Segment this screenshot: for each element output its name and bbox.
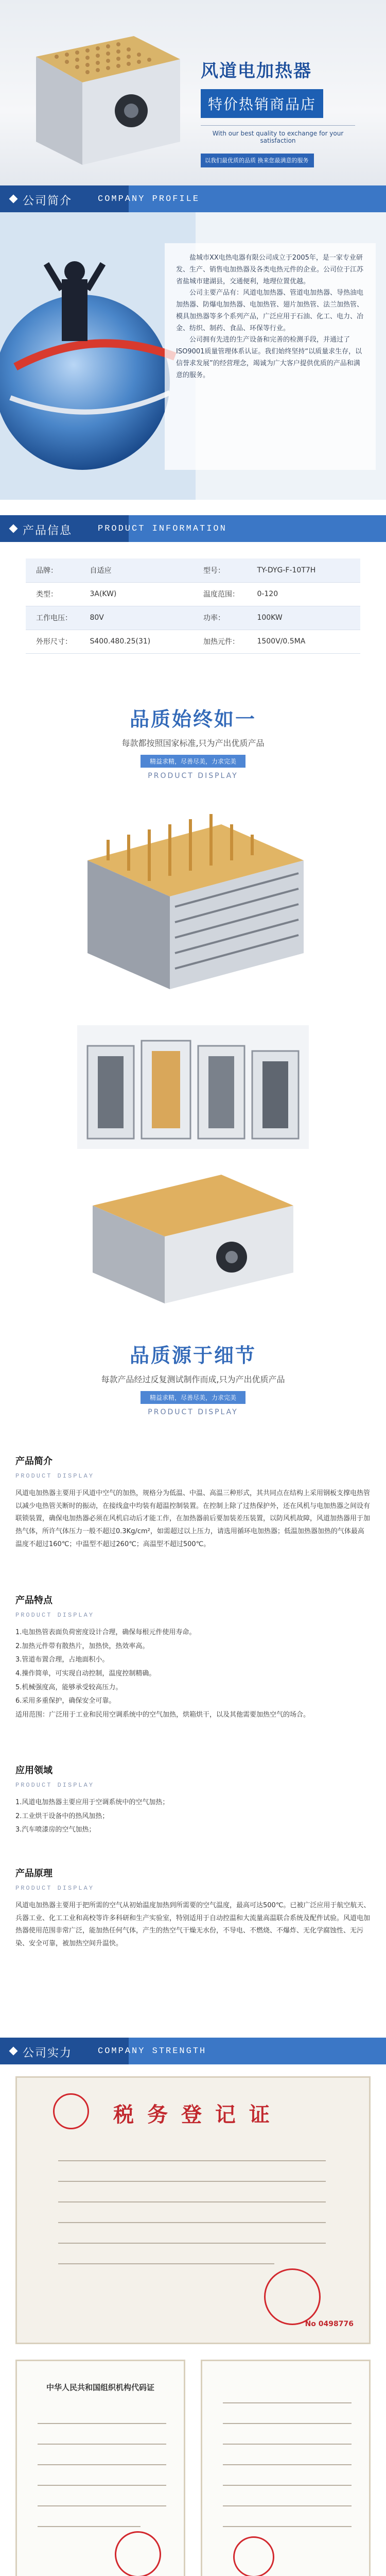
block-title: 产品原理 [15,1868,52,1879]
certificate-title: 税 务 登 记 证 [113,2103,273,2127]
list-item: 6.采用多重保护，确保安全可靠。 [15,1697,116,1705]
list-item: 5.机械强度高，能够承受较高压力。 [15,1683,122,1691]
hero-subtitle: 特价热销商品店 [201,89,323,118]
hero-tagline: With our best quality to exchange for your satisfaction [201,125,355,144]
hero-title: 风道电加热器 [201,61,312,81]
profile-paragraph: 盐城市XX电热电器有限公司成立于2005年，是一家专业研发、生产、销售电加热器及各类电热元件的企业。公司位于江苏省盐城市建湖县，交通便利，地理位置优越。 [176,254,364,285]
quality-banner: 精益求精，尽善尽美，力求完美 [141,755,245,768]
quality-title: 品质源于细节 [129,1344,256,1367]
section-title-cn: 公司简介 [23,195,73,208]
feature-note: 适用范围：广泛用于工业和民用空调系统中的空气加热，烘箱烘干，以及其他需要加热空气的场合。 [15,1711,310,1719]
profile-paragraph: 公司主要产品有：风道电加热器、管道电加热器、导热油电加热器、防爆电加热器、电加热管、翅片加热管、法兰加热管、模具加热器等多个系列产品，广泛应用于石油、化工、电力、冶金、纺织、制药、食品、环保等行业。 [176,289,364,332]
profile-text-panel [165,243,376,470]
product-features [15,1592,371,1723]
info-value: 0-120 [247,582,360,606]
table-row [26,630,360,653]
list-item: 4.操作简单，可实现自动控制，温度控制精确。 [15,1670,156,1678]
quality-en: PRODUCT DISPLAY [148,772,238,780]
stamp-icon [115,2531,161,2576]
info-key: 温度范围： [193,582,247,606]
block-title-en: PRODUCT DISPLAY [15,1472,95,1480]
organization-code-certificate [15,2360,185,2576]
table-row [26,606,360,630]
section-title-cn: 公司实力 [23,2047,73,2060]
profile-paragraph: 公司拥有先进的生产设备和完善的检测手段，并通过了ISO9001质量管理体系认证。我们始终坚持“以质量求生存，以信誉求发展”的经营理念，竭诚为广大客户提供优质的产品和满意的服务。 [176,336,362,379]
company-profile [0,212,386,500]
principle-text: 风道电加热器主要用于把所需的空气从初始温度加热到所需要的空气温度，最高可达500℃。已被广泛应用于航空航天、兵器工业、化工工业和高校等许多科研和生产实验室，特别适用于自动控温和大流量高温联合系统及配件试验。风道电加热器使用范围非常广泛，能加热任何气体，产生的热空气干燥无水份，不导电、不燃烧、不爆炸、无化学腐蚀性、无污染、安全可靠，被加热空间升温快。 [15,1901,371,1948]
info-key: 工作电压： [26,606,79,630]
info-key: 外形尺寸： [26,630,79,653]
organization-code-certificate-copy [201,2360,371,2576]
section-title-en: COMPANY STRENGTH [98,2046,207,2056]
block-title: 产品特点 [15,1595,52,1606]
quality-en: PRODUCT DISPLAY [148,1408,238,1416]
stamp-icon [264,2268,321,2325]
quality-subtitle: 每款产品经过反复测试制作而成,只为产出优质产品 [101,1375,285,1384]
info-value: 100KW [247,606,360,630]
quality-banner: 精益求精，尽善尽美，力求完美 [141,1391,245,1404]
list-item: 2.工业烘干设备中的热风加热； [15,1812,109,1820]
product-photo [67,804,319,1005]
application-field [15,1762,371,1838]
info-value: 3A(KW) [79,582,193,606]
product-photo [77,1025,309,1149]
hero-badge: 以我们最优质的品质 换来您最满意的服务 [201,154,314,167]
list-item: 3.汽车喷漆房的空气加热； [15,1826,96,1834]
info-key: 加热元件： [193,630,247,653]
section-title-en: PRODUCT INFORMATION [98,524,227,534]
section-header-info [0,515,386,542]
emblem-icon [53,2093,89,2129]
section-title-cn: 产品信息 [23,524,73,537]
info-key: 型号： [193,558,247,582]
table-row [26,582,360,606]
product-info-table [26,558,360,654]
info-key: 类型： [26,582,79,606]
info-value: TY-DYG-F-10T7H [247,558,360,582]
quality-heading [0,703,386,780]
section-title-en: COMPANY PROFILE [98,194,200,204]
product-intro [15,1453,371,1552]
product-info [0,546,386,688]
tax-registration-certificate [15,2076,371,2344]
quality-heading [0,1340,386,1416]
info-key: 功率： [193,606,247,630]
block-title: 应用领域 [15,1765,52,1776]
certificate-number: No 0498776 [305,2320,354,2328]
info-value: S400.480.25(31) [79,630,193,653]
section-header-strength [0,2038,386,2064]
intro-text: 风道电加热器主要用于风道中空气的加热，规格分为低温、中温、高温三种形式，其共同点在结构上采用钢板支撑电热管以减少电热管关断时的振动，在接线盒中均装有超温控制装置。在控制上除了过热保护外，还在风机与电加热器之间设有联锁装置，确保电加热器必须在风机启动后才能工作，在加热器前后要加装差压装置，以防风机故障，风道加热器用于加热气体，所许气体压力一般不超过0.3Kg/cm²，如需超过以上压力，请选用循环电加热器；低温加热器加热的气体最高温度不超过160℃；中温型不超过260℃；高温型不超过500℃。 [15,1489,371,1548]
block-title-en: PRODUCT DISPLAY [15,1612,95,1619]
info-value: 80V [79,606,193,630]
product-photo [77,1159,309,1314]
certificate-title: 中华人民共和国组织机构代码证 [46,2383,154,2392]
hero-banner [0,0,386,185]
quality-subtitle: 每款都按照国家标准,只为产出优质产品 [121,738,265,748]
info-key: 品牌： [26,558,79,582]
section-header-profile [0,185,386,212]
list-item: 2.加热元件带有散热片，加热快，热效率高。 [15,1642,149,1650]
product-principle [15,1865,371,1952]
stamp-icon [233,2536,274,2576]
block-title: 产品简介 [15,1456,52,1467]
quality-title: 品质始终如一 [129,708,256,731]
table-row [26,558,360,582]
block-title-en: PRODUCT DISPLAY [15,1885,95,1892]
info-value: 自适应 [79,558,193,582]
list-item: 1.电加热管表面负荷密度设计合理，确保每根元件使用寿命。 [15,1628,196,1636]
heater-product-image [15,21,185,170]
hero-title-box [201,57,355,167]
list-item: 3.管道布置合理，占地面积小。 [15,1656,109,1664]
info-value: 1500V/0.5MA [247,630,360,653]
block-title-en: PRODUCT DISPLAY [15,1782,95,1789]
list-item: 1.风道电加热器主要应用于空调系统中的空气加热； [15,1798,169,1806]
